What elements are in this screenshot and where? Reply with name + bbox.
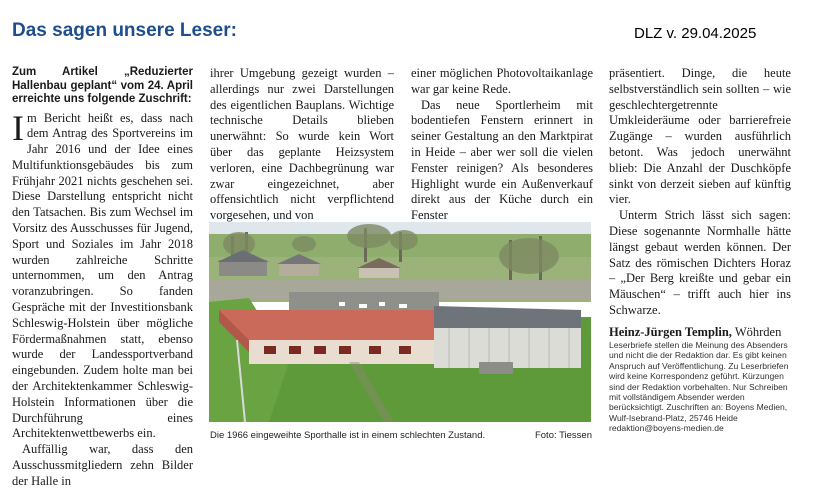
page-title: Das sagen unsere Leser: xyxy=(12,20,237,41)
signature-name: Heinz-Jürgen Templin, xyxy=(609,324,732,339)
letters-disclaimer: Leserbriefe stellen die Meinung des Absenders und nicht die der Redaktion dar. Es gibt keinen Anspruch auf Veröffentlichung. Zu Leserbriefen wird keine Korrespondenz geführt. Kürzungen sind der Redaktion vorbehalten. Nur Schreiben mit vollständigem Absender werden berücksichtigt. Zuschriften an: Boyens Medien, Wulf-Isebrand-Platz, 25746 Heide redaktion@boyens-medien.de xyxy=(609,340,789,434)
photo-credit: Foto: Tiessen xyxy=(534,430,592,441)
article-lead: Zum Artikel „Reduzierter Hallenbau geplant“ vom 24. April erreichte uns folgende Zuschrift: xyxy=(12,66,193,105)
text-column-1 xyxy=(12,66,193,490)
paragraph-7: Unterm Strich lässt sich sagen: Diese sogenannte Normhalle hätte längst gebaut werden können. Der Satz des römischen Dichters Horaz – „Der Berg kreißte und gebar ein Mäuschen“ – trifft auch hier ins Schwarze. xyxy=(609,208,791,317)
signature xyxy=(609,325,791,341)
paragraph-3: ihrer Umgebung gezeigt wurden – allerdings nur zwei Darstellungen des eigentlichen Bauplans. Wichtige technische Details blieben unerwähnt: So wurde kein Wort über das geplante Heizsystem verloren, eine Dachbegrünung war zwar eingezeichnet, aber offensichtlich nicht verpflichtend vorgesehen, und von xyxy=(210,66,394,223)
paragraph-4: einer möglichen Photovoltaikanlage war gar keine Rede. xyxy=(411,66,593,96)
paragraph-1 xyxy=(12,107,193,443)
drop-cap: I xyxy=(12,107,24,148)
paragraph-5: Das neue Sportlerheim mit bodentiefen Fenstern erinnert in seiner Gestaltung an den Marktpirat in Heide – aber wer soll die vielen Fenster reinigen? Als besonderes Highlight wurde ein Außenverkauf direkt aus der Küche durch ein Fenster xyxy=(411,97,593,223)
signature-place: Wöhrden xyxy=(731,324,782,339)
text-column-3 xyxy=(411,66,593,224)
aerial-photo-illustration xyxy=(209,222,591,422)
text-column-4 xyxy=(609,66,791,341)
caption-text: Die 1966 eingeweihte Sporthalle ist in einem schlechten Zustand. xyxy=(210,430,486,441)
text-column-2 xyxy=(210,66,394,224)
sports-hall-photo xyxy=(209,222,591,422)
issue-date: DLZ v. 29.04.2025 xyxy=(634,25,757,42)
paragraph-6: präsentiert. Dinge, die heute selbstverständlich sein sollten – wie geschlechtergetrennte Umkleideräume oder barrierefreie Zugänge – wurden ausführlich betont. Was jedoch unerwähnt blieb: Die Anzahl der Duschköpfe sinkt von derzeit sieben auf künftig vier. xyxy=(609,66,791,207)
photo-caption xyxy=(210,430,592,441)
paragraph-1-text: m Bericht heißt es, dass nach dem Antrag des Sportvereins im Jahr 2016 und der Idee eines Multifunktionsgebäudes bis zum Frühjahr 2021 nichts geschehen sei. Diese Darstellung entspricht nicht den Tatsachen. Bis zum Wechsel im Vorsitz des Ausschusses für Jugend, Sport und Soziales im Jahr 2018 wurden zahlreiche Schritte unternommen, um den Antrag voranzubringen. So fanden Gespräche mit der Investitionsbank Schleswig-Holstein über mögliche Fördermaßnahmen statt, ebenso wurde der Landessportverband eingebunden. Zudem holte man bei der Architektenkammer Schleswig-Holstein Informationen über die Durchführung eines Architektenwettbewerbs ein. xyxy=(12,110,193,441)
paragraph-2: Auffällig war, dass den Ausschussmitgliedern zehn Bilder der Halle in xyxy=(12,442,193,488)
